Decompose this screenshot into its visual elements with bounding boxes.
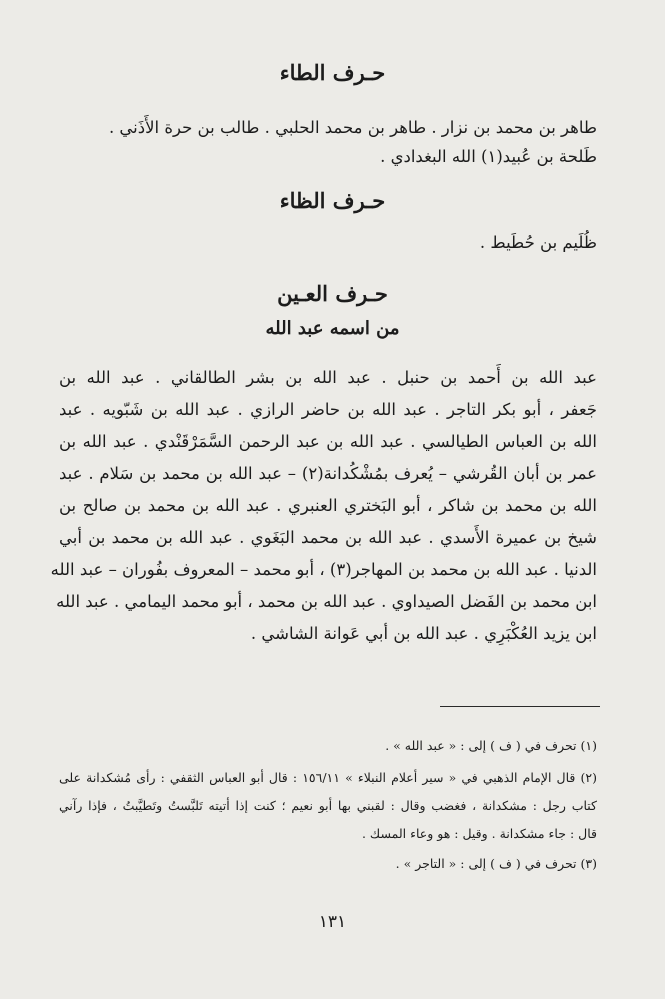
- footnote: (٣) تحرف في ( ف ) إلى : « التاجر » .: [395, 856, 597, 871]
- heading-taa: حـرف الطاء: [279, 60, 386, 85]
- text-line: ابن يزيد العُكْبَرِي . عبد الله بن أبي عَوانة الشاشي .: [250, 624, 597, 643]
- page-number: ١٣١: [318, 912, 347, 932]
- footnote-separator: [440, 706, 600, 707]
- text-line: شيخ بن عميرة الأَسدي . عبد الله بن محمد البَغَوي . عبد الله بن محمد بن أبي: [59, 528, 597, 547]
- text-line: طاهر بن محمد بن نزار . طاهر بن محمد الحلبي . طالب بن حرة الأَذَني .: [108, 118, 597, 137]
- footnote: (٢) قال الإمام الذهبي في « سير أعلام النبلاء » ١٥٦/١١ : قال أبو العباس الثقفي : رأى مُشكدانة على: [59, 770, 597, 785]
- heading-ayn: حـرف العـين: [277, 281, 388, 306]
- heading-thaa: حـرف الظاء: [279, 188, 386, 213]
- text-line: الله بن محمد بن شاكر ، أبو البَختري العنبري . عبد الله بن محمد بن صالح بن: [59, 496, 597, 515]
- footnote: قال : جاء مشكدانة . وقيل : هو وعاء المسك .: [361, 826, 597, 841]
- text-line: الدنيا . عبد الله بن محمد بن المهاجر(٣) ، أبو محمد – المعروف بفُوران – عبد الله: [50, 560, 597, 579]
- text-line: عمر بن أبان القُرشي – يُعرف بمُشْكُدانة(٢) – عبد الله بن محمد بن سَلام . عبد: [59, 464, 597, 483]
- text-line: ظُلَيم بن حُطَيط .: [479, 233, 597, 252]
- footnote: (١) تحرف في ( ف ) إلى : « عبد الله » .: [385, 738, 597, 753]
- text-line: جَعفر ، أبو بكر التاجر . عبد الله بن حاضر الرازي . عبد الله بن شَبّويه . عبد: [59, 400, 597, 419]
- subheading-abdullah: من اسمه عبد الله: [265, 318, 400, 339]
- text-line: ابن محمد بن الفَضل الصيداوي . عبد الله بن محمد ، أبو محمد اليمامي . عبد الله: [56, 592, 597, 611]
- footnote: كتاب رجل : مشكدانة ، فغضب وقال : لقبني بها أبو نعيم ؛ كنت إذا أتيته تَلبَّستُ وتَطيَّبتُ ، فإذا رآني: [59, 798, 597, 813]
- text-line: عبد الله بن أَحمد بن حنبل . عبد الله بن بشر الطالقاني . عبد الله بن: [59, 368, 597, 387]
- text-line: الله بن العباس الطيالسي . عبد الله بن عبد الرحمن السَّمَرْقَنْدي . عبد الله بن: [59, 432, 597, 451]
- text-line: طَلحة بن عُبيد(١) الله البغدادي .: [380, 147, 597, 166]
